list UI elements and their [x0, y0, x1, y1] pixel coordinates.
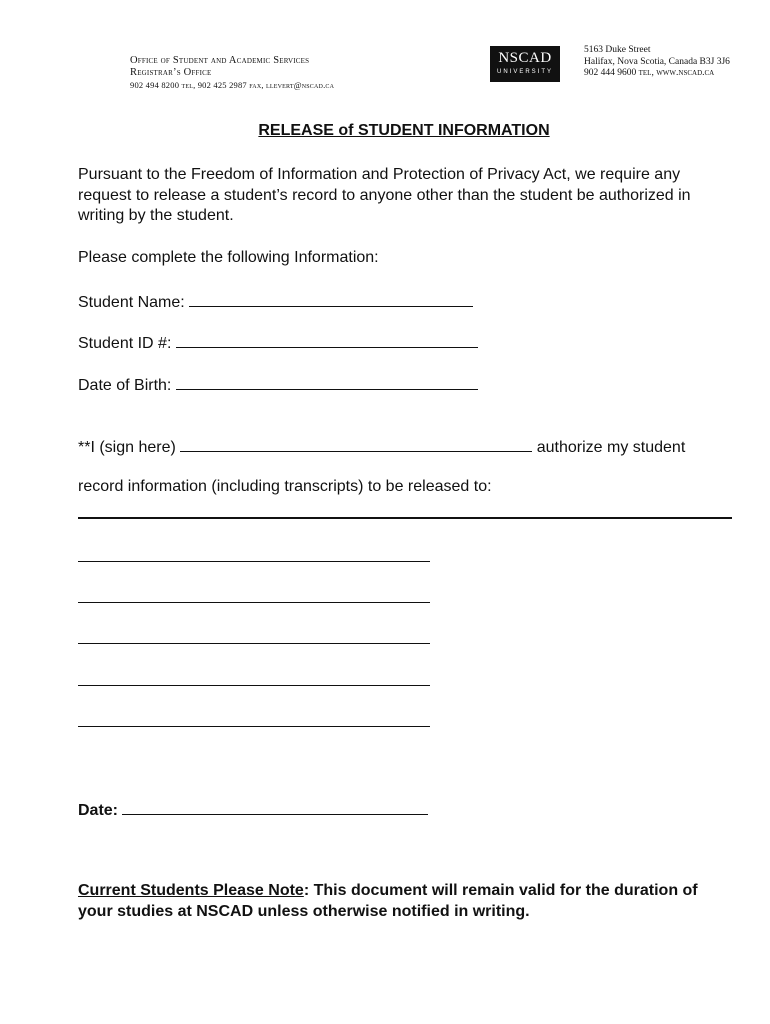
recipient-line-main[interactable]: [78, 517, 732, 519]
nscad-logo: [490, 46, 560, 82]
dob-row: [78, 373, 478, 397]
intro-paragraph: Pursuant to the Freedom of Information and Protection of Privacy Act, we require any request to release a student’s record to anyone other than the student be authorized in writing by the student.: [78, 166, 691, 224]
logo-name: NSCAD: [498, 50, 552, 66]
address-city: Halifax, Nova Scotia, Canada B3J 3J6: [584, 56, 730, 67]
form-title: RELEASE of STUDENT INFORMATION: [258, 122, 550, 139]
recipient-line[interactable]: [78, 726, 430, 727]
signature-field[interactable]: [180, 435, 532, 452]
address-contact: 902 444 9600 tel, www.nscad.ca: [584, 68, 715, 78]
instruction-text: Please complete the following Information:: [78, 249, 379, 266]
dob-label: Date of Birth:: [78, 377, 172, 394]
note-text: : This document will remain valid for the duration of your studies at NSCAD unless otherwise notified in writing.: [78, 882, 698, 920]
sign-prefix: **I (sign here): [78, 439, 176, 456]
office-subname: Registrar’s Office: [130, 67, 212, 78]
date-field[interactable]: [122, 798, 428, 815]
address-block: [584, 45, 730, 80]
student-id-row: [78, 331, 478, 355]
release-text: record information (including transcripts) to be released to:: [78, 478, 492, 495]
date-row: [78, 798, 428, 822]
office-header: [130, 55, 334, 91]
student-note: [78, 881, 698, 922]
note-heading: Current Students Please Note: [78, 882, 304, 899]
sign-suffix: authorize my student: [536, 439, 686, 456]
logo-subtitle: UNIVERSITY: [496, 69, 553, 75]
recipient-line[interactable]: [78, 643, 430, 644]
student-name-row: [78, 290, 473, 314]
student-name-label: Student Name:: [78, 294, 185, 311]
recipient-line[interactable]: [78, 685, 430, 686]
student-id-label: Student ID #:: [78, 335, 172, 352]
student-id-field[interactable]: [176, 331, 478, 348]
recipient-line[interactable]: [78, 561, 430, 562]
address-street: 5163 Duke Street: [584, 45, 651, 55]
recipient-line[interactable]: [78, 602, 430, 603]
date-label: Date:: [78, 802, 119, 819]
student-name-field[interactable]: [189, 290, 473, 307]
office-contact: 902 494 8200 tel, 902 425 2987 fax, llevert@nscad.ca: [130, 80, 335, 90]
signature-row: [78, 435, 685, 459]
office-name: Office of Student and Academic Services: [130, 55, 310, 66]
dob-field[interactable]: [176, 373, 478, 390]
